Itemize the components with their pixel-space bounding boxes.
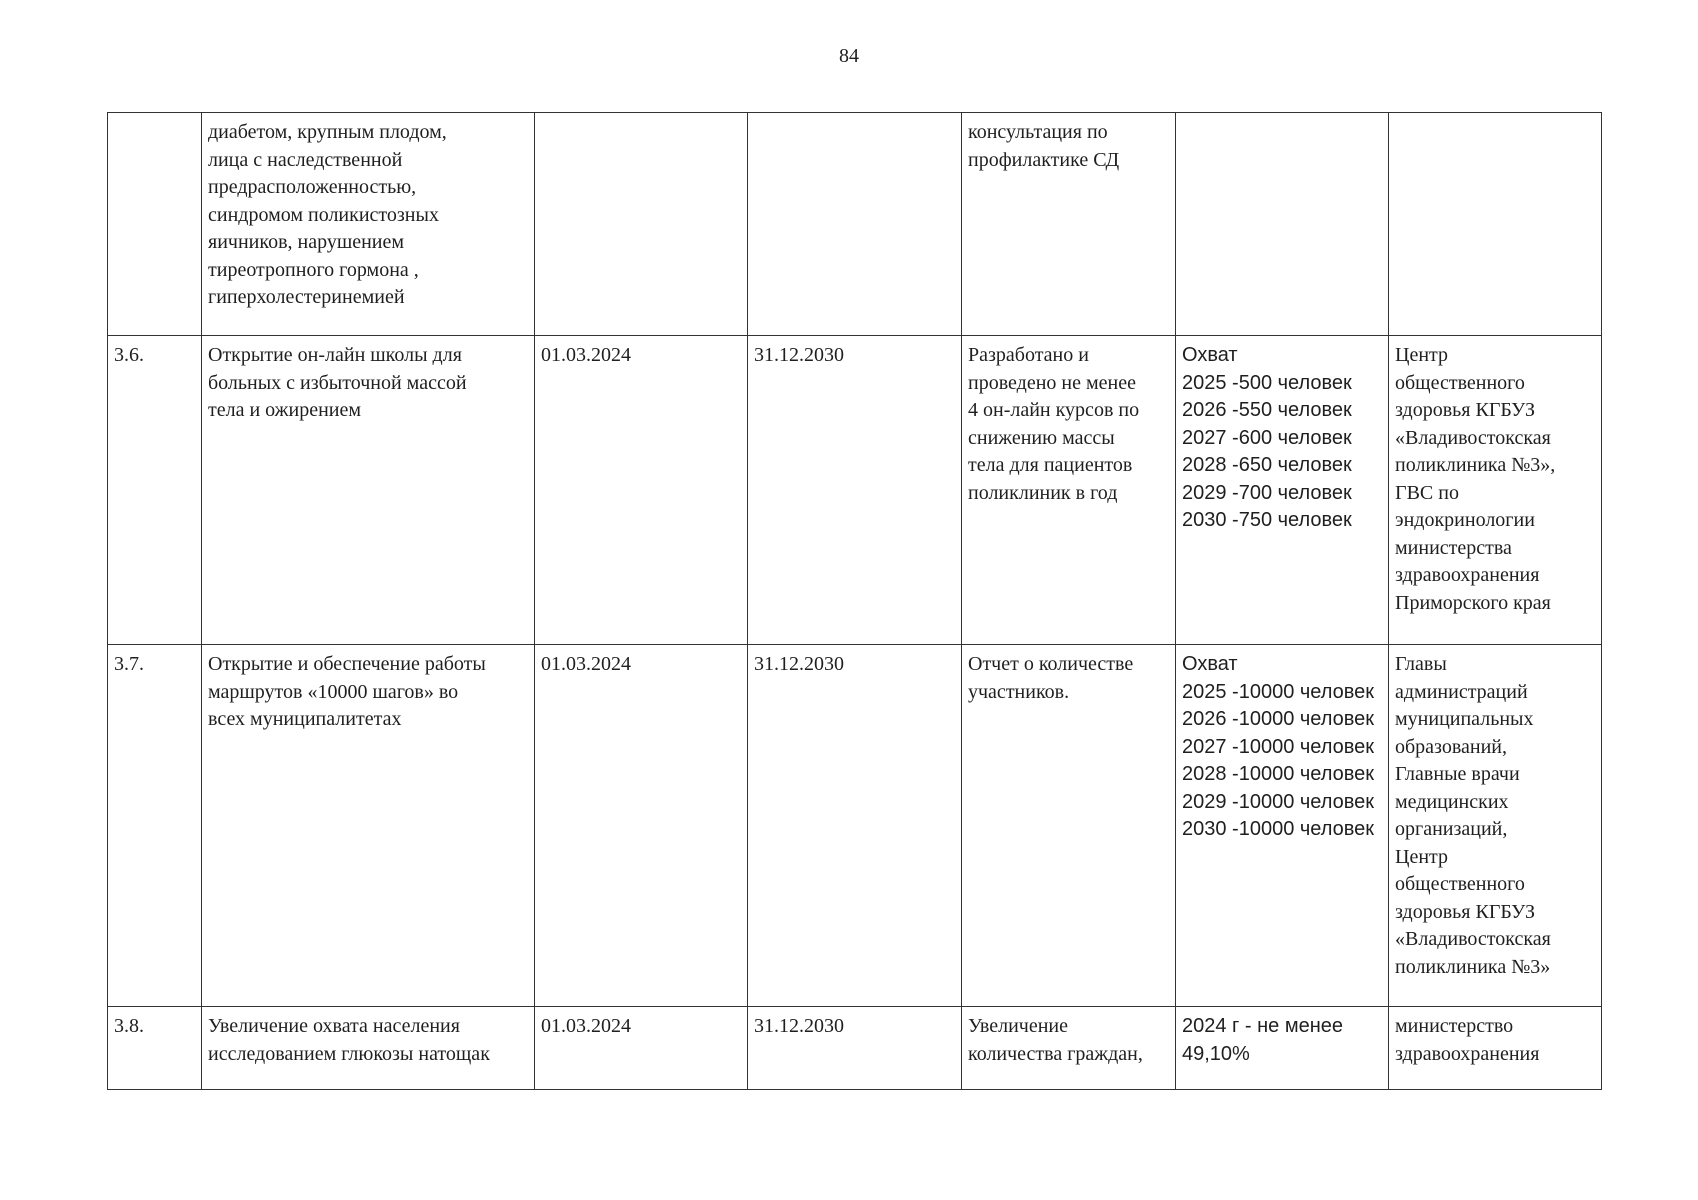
cell-line: «Владивостокская bbox=[1395, 928, 1551, 950]
cell-line: профилактике СД bbox=[968, 148, 1120, 171]
cell-line: администраций bbox=[1395, 680, 1528, 703]
cell-line: снижению массы bbox=[968, 426, 1115, 449]
responsible-cell bbox=[1389, 645, 1602, 1007]
cell-line: участников. bbox=[968, 680, 1070, 703]
cell-line: синдромом поликистозных bbox=[208, 203, 439, 226]
plan-table bbox=[107, 112, 1602, 1090]
end-date-cell: 31.12.2030 bbox=[748, 336, 962, 645]
cell-line: поликлиник в год bbox=[968, 481, 1118, 504]
indicator-cell bbox=[1176, 336, 1389, 645]
cell-line: 2030 -10000 человек bbox=[1182, 818, 1375, 840]
cell-line: предрасположенностью, bbox=[208, 176, 417, 198]
cell-line: яичников, нарушением bbox=[208, 231, 405, 253]
cell-line: маршрутов «10000 шагов» во bbox=[208, 680, 459, 703]
cell-line: муниципальных bbox=[1395, 708, 1534, 730]
cell-line: медицинских bbox=[1395, 790, 1509, 813]
cell-line: диабетом, крупным плодом, bbox=[208, 121, 447, 143]
cell-line: 2029 -10000 человек bbox=[1182, 790, 1375, 813]
cell-line: Охват bbox=[1182, 344, 1238, 366]
start-date-cell: 01.03.2024 bbox=[535, 336, 748, 645]
cell-line: тела для пациентов bbox=[968, 454, 1133, 476]
cell-line: 2025 -10000 человек bbox=[1182, 680, 1375, 703]
row-number-cell bbox=[108, 113, 202, 336]
cell-line: 4 он-лайн курсов по bbox=[968, 399, 1140, 421]
cell-line: общественного bbox=[1395, 873, 1525, 895]
cell-line: больных с избыточной массой bbox=[208, 371, 467, 394]
cell-line: исследованием глюкозы натощак bbox=[208, 1042, 490, 1065]
table-row bbox=[108, 1007, 1602, 1090]
cell-line: 2026 -550 человек bbox=[1182, 399, 1352, 421]
cell-line: «Владивостокская bbox=[1395, 426, 1551, 449]
cell-line: образований, bbox=[1395, 735, 1508, 758]
cell-line: министерства bbox=[1395, 536, 1512, 559]
cell-line: консультация по bbox=[968, 121, 1108, 143]
cell-line: Охват bbox=[1182, 653, 1238, 675]
cell-line: 49,10% bbox=[1182, 1042, 1250, 1065]
cell-line: 2030 -750 человек bbox=[1182, 509, 1352, 531]
responsible-cell bbox=[1389, 1007, 1602, 1090]
activity-cell bbox=[202, 1007, 535, 1090]
cell-line: Центр bbox=[1395, 845, 1449, 868]
end-date-cell bbox=[748, 113, 962, 336]
cell-line: тела и ожирением bbox=[208, 399, 362, 421]
cell-line: Главы bbox=[1395, 653, 1447, 675]
result-cell bbox=[962, 336, 1176, 645]
page-number: 84 bbox=[839, 45, 859, 67]
cell-line: 2027 -600 человек bbox=[1182, 426, 1352, 449]
cell-line: количества граждан, bbox=[968, 1042, 1143, 1065]
row-number-cell: 3.7. bbox=[108, 645, 202, 1007]
cell-line: 2027 -10000 человек bbox=[1182, 735, 1375, 758]
indicator-cell bbox=[1176, 1007, 1389, 1090]
table-row bbox=[108, 113, 1602, 336]
responsible-cell bbox=[1389, 336, 1602, 645]
cell-line: проведено не менее bbox=[968, 371, 1136, 394]
cell-line: всех муниципалитетах bbox=[208, 708, 402, 730]
cell-line: здравоохранения bbox=[1395, 1042, 1540, 1065]
start-date-cell bbox=[535, 113, 748, 336]
row-number-cell: 3.6. bbox=[108, 336, 202, 645]
activity-cell bbox=[202, 336, 535, 645]
result-cell bbox=[962, 113, 1176, 336]
cell-line: министерство bbox=[1395, 1015, 1514, 1037]
indicator-cell bbox=[1176, 645, 1389, 1007]
table-row bbox=[108, 336, 1602, 645]
indicator-cell bbox=[1176, 113, 1389, 336]
cell-line: общественного bbox=[1395, 371, 1525, 394]
cell-line: эндокринологии bbox=[1395, 509, 1535, 531]
cell-line: 2029 -700 человек bbox=[1182, 481, 1352, 504]
cell-line: Приморского края bbox=[1395, 591, 1551, 614]
start-date-cell: 01.03.2024 bbox=[535, 1007, 748, 1090]
cell-line: Главные врачи bbox=[1395, 763, 1520, 785]
table-row bbox=[108, 645, 1602, 1007]
cell-line: гиперхолестеринемией bbox=[208, 286, 405, 308]
end-date-cell: 31.12.2030 bbox=[748, 1007, 962, 1090]
cell-line: Увеличение bbox=[968, 1015, 1069, 1037]
cell-line: 2026 -10000 человек bbox=[1182, 708, 1375, 730]
cell-line: 2028 -10000 человек bbox=[1182, 763, 1375, 785]
cell-line: Открытие он-лайн школы для bbox=[208, 344, 462, 366]
activity-cell bbox=[202, 113, 535, 336]
cell-line: 2028 -650 человек bbox=[1182, 454, 1352, 476]
cell-line: ГВС по bbox=[1395, 481, 1459, 504]
activity-cell bbox=[202, 645, 535, 1007]
cell-line: организаций, bbox=[1395, 818, 1508, 840]
responsible-cell bbox=[1389, 113, 1602, 336]
cell-line: 2025 -500 человек bbox=[1182, 371, 1352, 394]
result-cell bbox=[962, 1007, 1176, 1090]
cell-line: тиреотропного гормона , bbox=[208, 258, 419, 281]
cell-line: поликлиника №3» bbox=[1395, 955, 1551, 978]
result-cell bbox=[962, 645, 1176, 1007]
row-number-cell: 3.8. bbox=[108, 1007, 202, 1090]
cell-line: здоровья КГБУЗ bbox=[1395, 399, 1536, 421]
start-date-cell: 01.03.2024 bbox=[535, 645, 748, 1007]
cell-line: Разработано и bbox=[968, 344, 1089, 366]
cell-line: здоровья КГБУЗ bbox=[1395, 900, 1536, 923]
cell-line: поликлиника №3», bbox=[1395, 454, 1556, 476]
cell-line: лица с наследственной bbox=[208, 148, 403, 171]
cell-line: Увеличение охвата населения bbox=[208, 1015, 460, 1037]
cell-line: Открытие и обеспечение работы bbox=[208, 653, 486, 675]
cell-line: 2024 г - не менее bbox=[1182, 1015, 1344, 1037]
cell-line: здравоохранения bbox=[1395, 564, 1540, 586]
end-date-cell: 31.12.2030 bbox=[748, 645, 962, 1007]
cell-line: Отчет о количестве bbox=[968, 653, 1134, 675]
cell-line: Центр bbox=[1395, 344, 1449, 366]
